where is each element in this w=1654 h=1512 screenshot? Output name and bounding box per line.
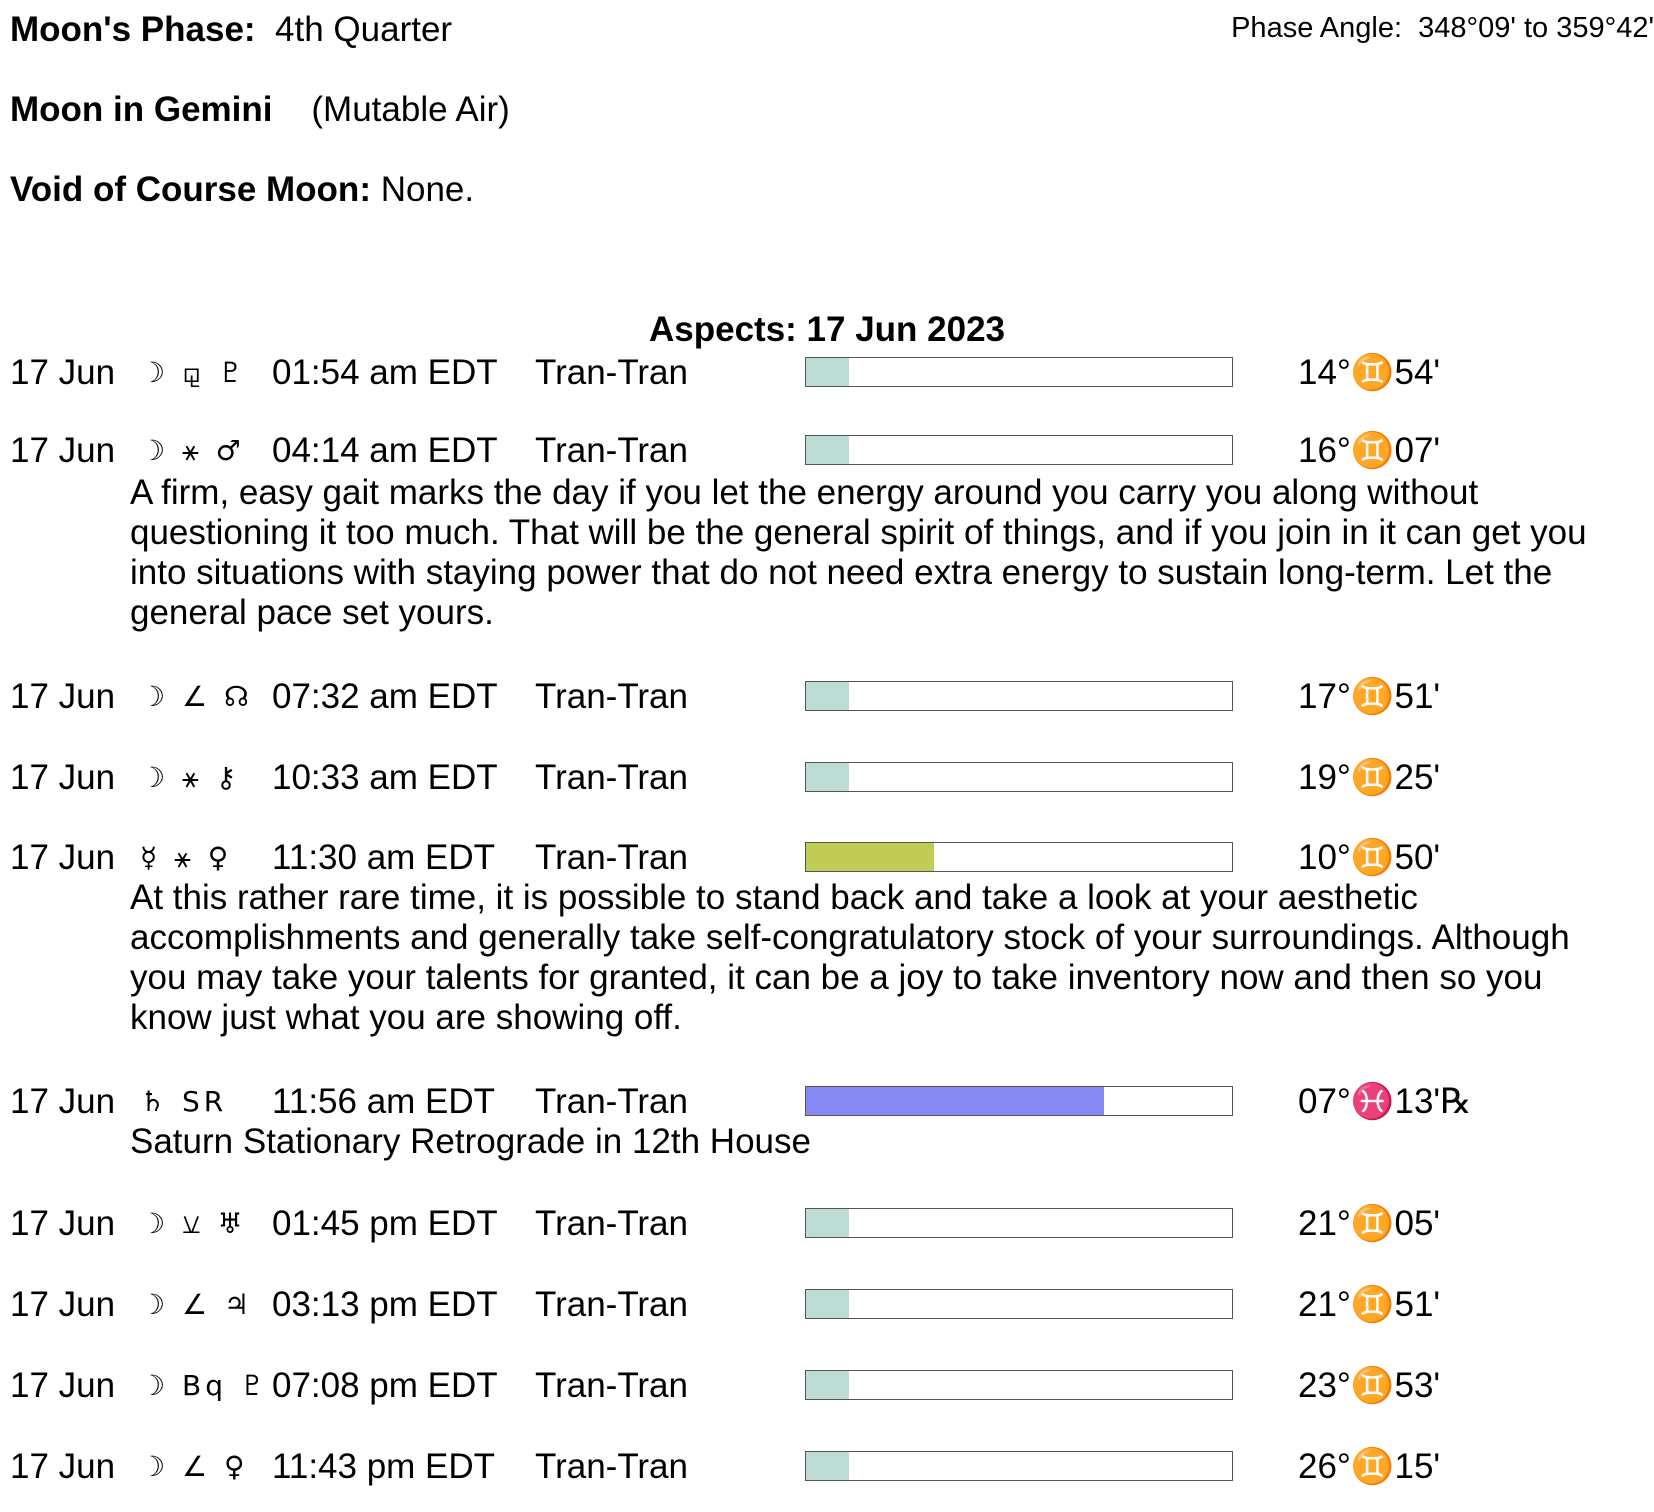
aspect-row — [0, 1206, 1654, 1242]
aspect-time: 11:56 am EDT — [272, 1082, 496, 1121]
aspect-date: 17 Jun — [10, 1082, 116, 1121]
aspect-strength-fill — [806, 682, 849, 710]
voc-label: Void of Course Moon: — [10, 170, 371, 209]
aspect-time: 10:33 am EDT — [272, 758, 498, 797]
phase-angle — [1231, 12, 1654, 45]
aspect-position: 21°♊51' — [1298, 1285, 1441, 1324]
aspect-date: 17 Jun — [10, 1366, 116, 1405]
aspect-strength-fill — [806, 1209, 849, 1237]
moon-phase-value: 4th Quarter — [275, 10, 453, 49]
aspect-symbols: ☽ ⚺ ♅ — [140, 1207, 247, 1240]
aspect-symbols: ☽ ∠ ☊ — [140, 680, 253, 713]
aspect-symbols: ☽ ⚼ ♇ — [140, 356, 248, 389]
aspect-strength-bar — [805, 842, 1233, 872]
aspect-row — [0, 760, 1654, 796]
aspect-strength-fill — [806, 1371, 849, 1399]
aspect-time: 04:14 am EDT — [272, 431, 498, 470]
aspect-strength-bar — [805, 435, 1233, 465]
aspect-symbols: ☽ ⚹ ⚷ — [140, 761, 241, 794]
aspect-time: 07:32 am EDT — [272, 677, 498, 716]
aspect-symbols: ♄ SR — [140, 1085, 228, 1118]
aspect-row — [0, 1287, 1654, 1323]
aspect-time: 03:13 pm EDT — [272, 1285, 498, 1324]
aspect-row — [0, 840, 1654, 876]
aspect-time: 07:08 pm EDT — [272, 1366, 498, 1405]
aspect-description: Saturn Stationary Retrograde in 12th House — [130, 1122, 811, 1161]
aspect-strength-fill — [806, 436, 849, 464]
void-of-course — [10, 170, 474, 210]
aspect-date: 17 Jun — [10, 1204, 116, 1243]
aspect-row — [0, 355, 1654, 391]
aspect-type: Tran-Tran — [535, 431, 688, 470]
aspect-strength-bar — [805, 1451, 1233, 1481]
moon-phase-label: Moon's Phase: — [10, 10, 256, 49]
aspect-time: 11:30 am EDT — [272, 838, 496, 877]
aspect-strength-bar — [805, 357, 1233, 387]
aspect-time: 11:43 pm EDT — [272, 1447, 496, 1486]
aspect-symbols: ☽ ∠ ♀ — [140, 1450, 249, 1483]
aspect-row — [0, 1449, 1654, 1485]
aspect-date: 17 Jun — [10, 353, 116, 392]
aspect-description: At this rather rare time, it is possible to stand back and take a look at your aesthetic accomplishments and generally take self-congratulatory stock of your surroundings. Although you may take your talents for granted, it can be a joy to take inventory now and then so you know just what you are showing off. — [130, 878, 1570, 1037]
aspect-type: Tran-Tran — [535, 353, 688, 392]
aspect-date: 17 Jun — [10, 677, 116, 716]
aspect-time: 01:54 am EDT — [272, 353, 498, 392]
aspect-position: 23°♊53' — [1298, 1366, 1441, 1405]
aspect-position: 16°♊07' — [1298, 431, 1441, 470]
aspect-strength-bar — [805, 1289, 1233, 1319]
moon-phase — [10, 10, 452, 50]
aspect-type: Tran-Tran — [535, 1204, 688, 1243]
aspect-position: 10°♊50' — [1298, 838, 1441, 877]
aspect-type: Tran-Tran — [535, 758, 688, 797]
aspect-strength-fill — [806, 843, 934, 871]
aspect-date: 17 Jun — [10, 838, 116, 877]
aspect-date: 17 Jun — [10, 1285, 116, 1324]
aspect-date: 17 Jun — [10, 431, 116, 470]
aspect-strength-fill — [806, 1290, 849, 1318]
aspect-position: 19°♊25' — [1298, 758, 1441, 797]
aspect-type: Tran-Tran — [535, 677, 688, 716]
aspect-position: 07°♓13'℞ — [1298, 1082, 1472, 1121]
aspect-position: 17°♊51' — [1298, 677, 1441, 716]
moon-sign — [10, 90, 510, 130]
aspect-strength-fill — [806, 1087, 1104, 1115]
moon-sign-element: (Mutable Air) — [311, 90, 510, 129]
aspect-row — [0, 1084, 1654, 1120]
aspect-row — [0, 679, 1654, 715]
aspect-type: Tran-Tran — [535, 1285, 688, 1324]
aspect-symbols: ☿ ⚹ ♀ — [140, 841, 233, 874]
aspect-description: A firm, easy gait marks the day if you let the energy around you carry you along without questioning it too much. That will be the general spirit of things, and if you join in it can get you into situations with staying power that do not need extra energy to sustain long-term. Let the general pace set yours. — [130, 473, 1587, 632]
aspect-row — [0, 1368, 1654, 1404]
aspect-position: 21°♊05' — [1298, 1204, 1441, 1243]
aspect-date: 17 Jun — [10, 758, 116, 797]
phase-angle-value: 348°09' to 359°42' — [1418, 12, 1654, 44]
aspect-symbols: ☽ Bq ♇ — [140, 1369, 269, 1402]
aspect-strength-bar — [805, 1370, 1233, 1400]
aspect-date: 17 Jun — [10, 1447, 116, 1486]
aspect-time: 01:45 pm EDT — [272, 1204, 498, 1243]
aspect-strength-bar — [805, 1208, 1233, 1238]
aspect-position: 26°♊15' — [1298, 1447, 1441, 1486]
aspect-strength-bar — [805, 681, 1233, 711]
aspect-strength-bar — [805, 762, 1233, 792]
aspect-type: Tran-Tran — [535, 1082, 688, 1121]
phase-angle-label: Phase Angle: — [1231, 12, 1403, 44]
aspect-strength-fill — [806, 1452, 849, 1480]
aspect-type: Tran-Tran — [535, 1366, 688, 1405]
aspect-strength-fill — [806, 358, 849, 386]
aspects-title: Aspects: 17 Jun 2023 — [648, 310, 1005, 349]
aspect-type: Tran-Tran — [535, 838, 688, 877]
aspect-position: 14°♊54' — [1298, 353, 1441, 392]
aspect-type: Tran-Tran — [535, 1447, 688, 1486]
aspect-row — [0, 433, 1654, 469]
moon-sign-label: Moon in Gemini — [10, 90, 273, 129]
voc-value: None. — [380, 170, 475, 209]
aspect-symbols: ☽ ⚹ ♂ — [140, 434, 245, 467]
aspect-symbols: ☽ ∠ ♃ — [140, 1288, 254, 1321]
aspect-strength-bar — [805, 1086, 1233, 1116]
aspect-strength-fill — [806, 763, 849, 791]
